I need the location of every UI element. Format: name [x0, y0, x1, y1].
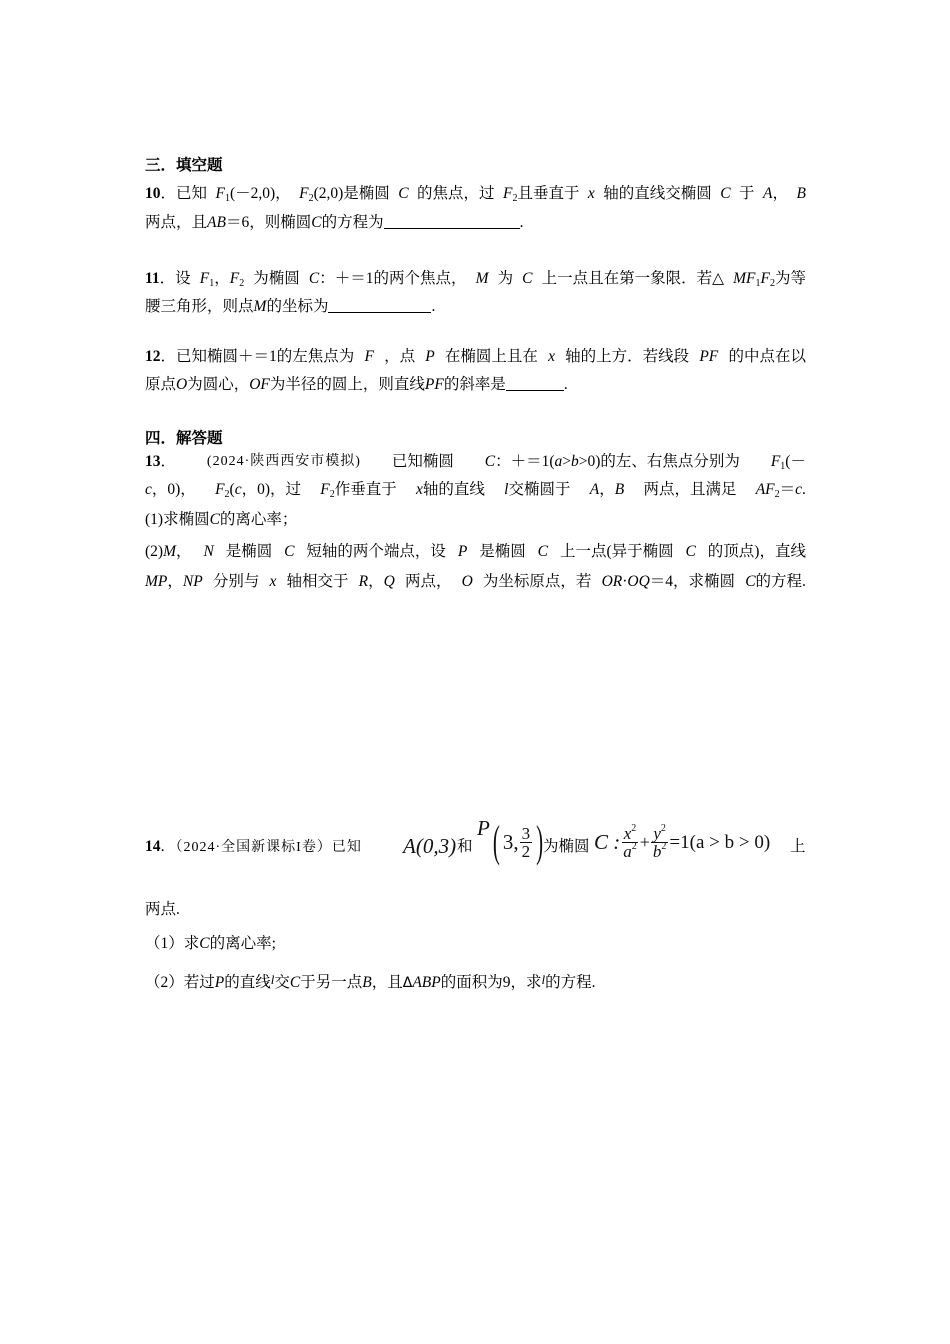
q12-answer-blank[interactable]: [506, 390, 564, 391]
q14-point-a: A(0,3): [403, 834, 457, 858]
q11-answer-blank[interactable]: [328, 312, 431, 313]
q14-line-1-text: [145, 837, 362, 858]
q13-part-2-line-2: MP，NP 分别与 x 轴相交于 R，Q 两点， O 为坐标原点，若 OR·OQ＝4，求椭圆 C的方程.: [145, 573, 806, 590]
q13-line-1: 13． (2024·陕西西安市模拟) 已知椭圆 C：＋＝1(a>b>0)的左、右焦点分别为 $F_1(-$: [145, 453, 806, 472]
q10-line-1: 10．已知 $F_1(-2,0)$， $F_2(2,0)$是椭圆 C 的焦点，过 $F_2$且垂直于 x 轴的直线交椭圆 C 于 A， B: [145, 185, 806, 204]
q14-point-p: P ( 3, $\frac{3}{2}$ ): [477, 815, 544, 867]
q14-number: 14: [145, 838, 161, 855]
q10-answer-blank[interactable]: [384, 228, 520, 229]
q10-line-2: 两点，且AB＝6，则椭圆C的方程为 .: [145, 214, 524, 231]
section-heading-fill-in: 三．填空题: [145, 157, 223, 174]
q12-line-2: 原点O为圆心，OF为半径的圆上，则直线PF的斜率是 .: [145, 376, 568, 393]
q13-number: 13: [145, 453, 161, 470]
q10-number: 10: [145, 185, 161, 202]
q14-source: ．（2024·全国新课标I卷）已知: [160, 840, 362, 855]
q14-up: 上: [790, 838, 806, 855]
q14-part-2: （2）若过P的直线l交C于另一点B，且ΔABP的面积为9，求l的方程.: [145, 972, 596, 991]
q11-number: 11: [145, 270, 160, 287]
q14-on-ellipse: 为椭圆: [543, 838, 590, 855]
q13-line-2: c，0)， $F_2(c$，0)，过 $F_2$作垂直于 x轴的直线 l交椭圆于 A，B 两点，且满足 $AF_2=c$.: [145, 481, 806, 500]
q14-line-2: 两点.: [145, 901, 180, 918]
q11-line-2: 腰三角形，则点M的坐标为 .: [145, 298, 436, 315]
q13-part-1: (1)求椭圆C的离心率；: [145, 511, 298, 528]
q13-source: (2024·陕西西安市模拟): [206, 454, 361, 469]
q12-line-1: 12．已知椭圆＋＝1的左焦点为 F ，点 P 在椭圆上且在 x 轴的上方．若线段 PF 的中点在以: [145, 348, 806, 365]
q14-and: 和: [457, 838, 473, 855]
q11-line-1: 11．设 $F_1$，$F_2$ 为椭圆 C：＋＝1的两个焦点， M 为 C 上一点且在第一象限．若△ $MF_1F_2$为等: [145, 270, 806, 289]
section-heading-solutions: 四．解答题: [145, 430, 223, 447]
q14-ellipse-equation: C : $\frac{x^2}{a^2}$ + $\frac{y^2}{b^2}$ =1(a > b > 0): [594, 822, 771, 861]
q12-number: 12: [145, 348, 161, 365]
q14-part-1: （1）求C的离心率;: [145, 935, 276, 952]
q13-part-2-line-1: (2)M， N 是椭圆 C 短轴的两个端点，设 P 是椭圆 C 上一点(异于椭圆 C 的顶点)，直线: [145, 543, 806, 560]
